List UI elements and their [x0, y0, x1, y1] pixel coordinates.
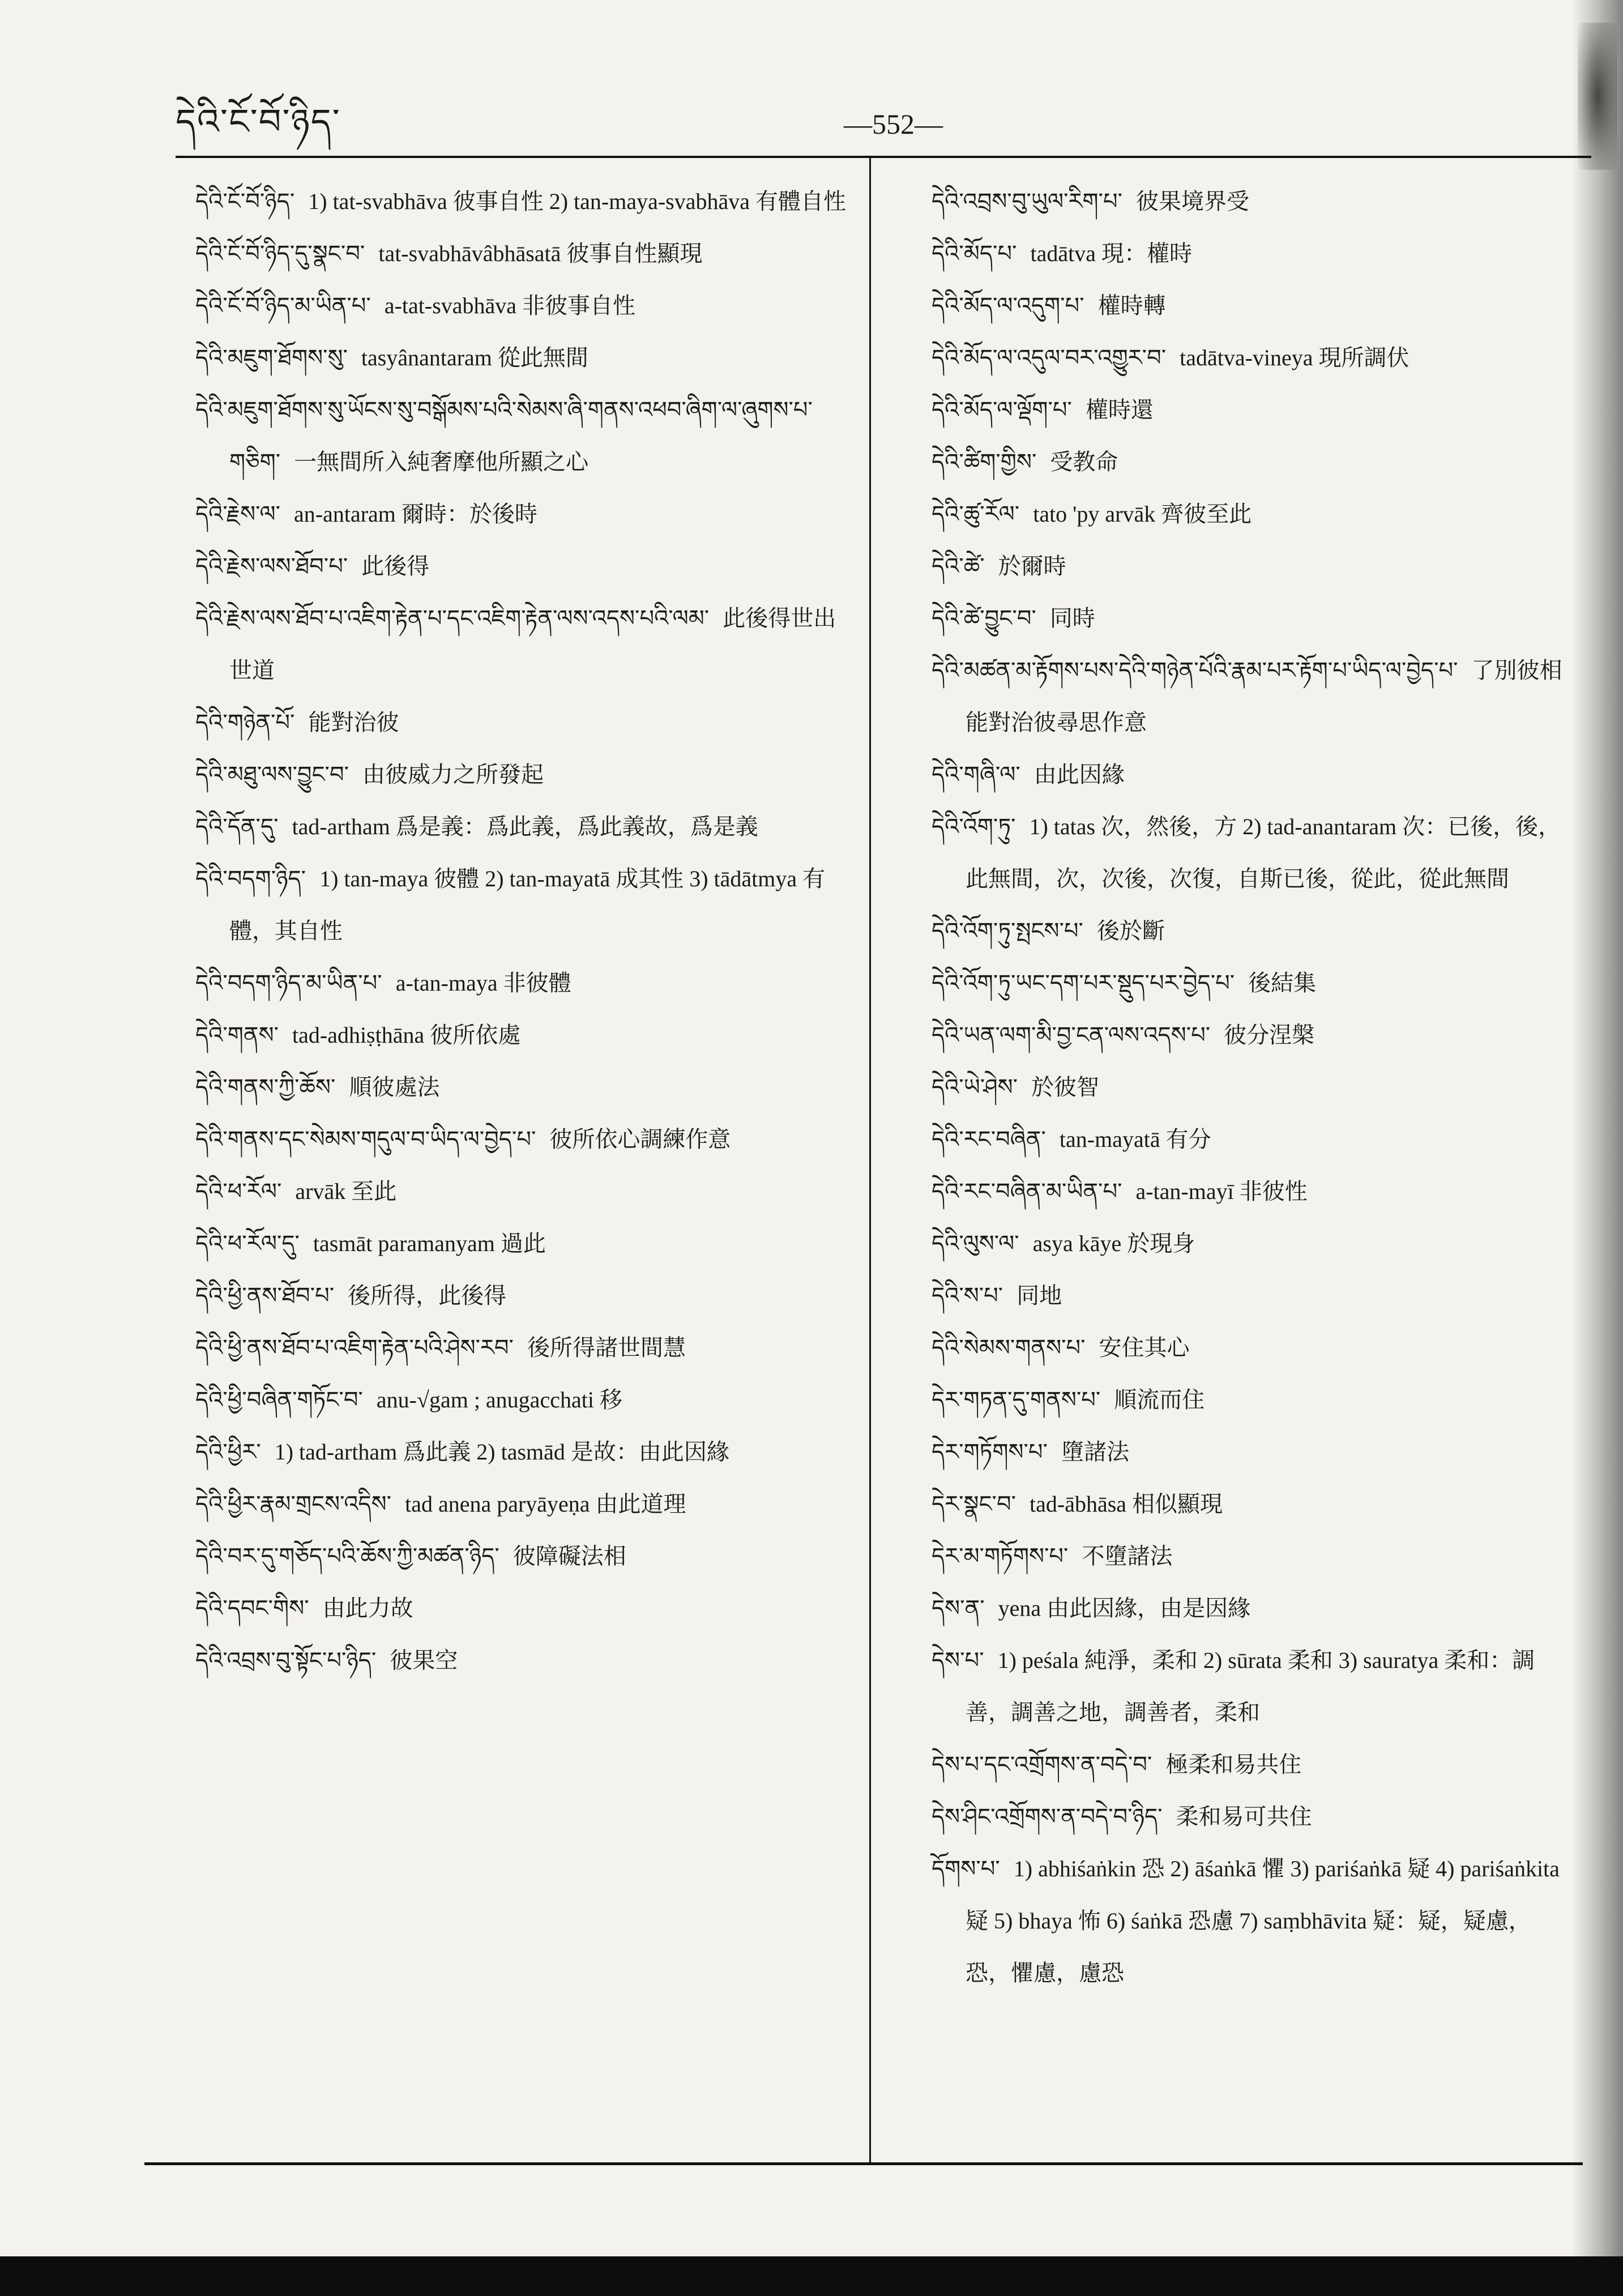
definition: 受教命 — [1050, 449, 1118, 475]
headword: དེའི་ཕྱི་ནས་ཐོབ་པ་ — [195, 1283, 335, 1309]
dictionary-entry — [932, 1374, 1574, 1426]
dictionary-entry — [932, 1530, 1574, 1582]
definition: tasyânantaram 從此無間 — [361, 345, 588, 370]
headword: དེའི་སེམས་གནས་པ་ — [932, 1335, 1086, 1361]
definition: 由此因緣 — [1033, 762, 1125, 787]
definition: 同時 — [1049, 605, 1095, 631]
dictionary-entry — [932, 1843, 1574, 1999]
definition: 順流而住 — [1114, 1387, 1205, 1412]
dictionary-entry — [195, 488, 847, 540]
dictionary-entry — [195, 1113, 847, 1166]
dictionary-entry — [195, 1270, 847, 1322]
definition: 1) peśala 純淨，柔和 2) sūrata 柔和 3) sauratya 柔和：調善，調善之地，調善者，柔和 — [966, 1648, 1535, 1725]
dictionary-entry — [932, 905, 1574, 957]
definition: a-tat-svabhāva 非彼事自性 — [384, 293, 636, 318]
dictionary-entry — [932, 1218, 1574, 1270]
definition: tato 'py arvāk 齊彼至此 — [1033, 501, 1252, 527]
headword: དེའི་གནས་ཀྱི་ཆོས་ — [195, 1074, 336, 1100]
headword: དེའི་བདག་ཉིད་ — [195, 866, 306, 892]
headword: དོགས་པ་ — [932, 1856, 1000, 1882]
headword: དེའི་མོད་ལ་འདུག་པ་ — [932, 293, 1084, 319]
dictionary-entry — [195, 228, 847, 280]
column-divider — [869, 156, 871, 2163]
dictionary-entry — [932, 176, 1574, 228]
headword: དེས་ཤིང་འགྲོགས་ན་བདེ་བ་ཉིད་ — [932, 1804, 1163, 1830]
headword: དེའི་དབང་གིས་ — [195, 1595, 309, 1621]
dictionary-entry — [932, 1634, 1574, 1739]
headword: དེར་གཏན་དུ་གནས་པ་ — [932, 1387, 1101, 1413]
headword: དེས་ན་ — [932, 1595, 985, 1621]
headword: དེའི་འབྲས་བུ་སྟོང་པ་ཉིད་ — [195, 1648, 377, 1674]
definition: 順彼處法 — [349, 1074, 440, 1100]
dictionary-entry — [195, 540, 847, 592]
definition: 極柔和易共住 — [1165, 1752, 1302, 1777]
definition: 安住其心 — [1099, 1335, 1190, 1360]
headword: དེའི་མཇུག་ཐོགས་སུ་ — [195, 345, 348, 371]
definition: yena 由此因緣，由是因緣 — [998, 1595, 1251, 1621]
definition: 由此力故 — [322, 1595, 413, 1621]
scan-shade-right — [1572, 0, 1623, 2296]
dictionary-entry — [195, 592, 847, 697]
definition: 權時轉 — [1097, 293, 1166, 318]
dictionary-entry — [195, 697, 847, 749]
definition: 彼果境界受 — [1136, 189, 1249, 214]
definition: asya kāye 於現身 — [1032, 1231, 1195, 1256]
headword: དེའི་མཚན་མ་རྟོགས་པས་དེའི་གཉེན་པོའི་རྣམ་པར་རྟོག་པ་ཡིད་ལ་བྱེད་པ་ — [932, 658, 1458, 684]
headword: དེའི་ཕ་རོལ་དུ་ — [195, 1231, 300, 1257]
definition: arvāk 至此 — [295, 1179, 397, 1204]
headword: དེའི་ཕ་རོལ་ — [195, 1179, 282, 1205]
dictionary-entry — [932, 1061, 1574, 1113]
dictionary-entry — [932, 1739, 1574, 1791]
definition: tat-svabhāvâbhāsatā 彼事自性顯現 — [378, 241, 703, 266]
dictionary-entry — [195, 280, 847, 332]
dictionary-entry — [195, 1322, 847, 1374]
definition: 後所得，此後得 — [348, 1283, 507, 1308]
definition: tan-mayatā 有分 — [1059, 1126, 1211, 1152]
definition: tadātva-vineya 現所調伏 — [1180, 345, 1410, 370]
definition: 後所得諸世間慧 — [527, 1335, 686, 1360]
headword: དེའི་ངོ་བོ་ཉིད་ — [195, 189, 295, 215]
headword: དེའི་གནས་དང་སེམས་གདུལ་བ་ཡིད་ལ་བྱེད་པ་ — [195, 1126, 536, 1153]
definition: 於爾時 — [998, 553, 1066, 579]
headword: དེའི་འོག་ཏུ་ — [932, 814, 1016, 840]
definition: 於彼智 — [1031, 1074, 1100, 1100]
headword: དེའི་ཚུ་རོལ་ — [932, 501, 1020, 527]
definition: 一無間所入純奢摩他所顯之心 — [294, 449, 589, 475]
headword: དེའི་ས་པ་ — [932, 1283, 1003, 1309]
right-column — [932, 176, 1574, 1999]
top-rule — [176, 156, 1591, 158]
headword: དེའི་མོད་པ་ — [932, 241, 1017, 267]
headword: དེའི་མཇུག་ཐོགས་སུ་ཡོངས་སུ་བསྒོམས་པའི་སེམས་ཞི་གནས་འཕབ་ཞིག་ལ་ཞུགས་པ་གཅིག་ — [195, 397, 813, 475]
headword: དེའི་མོད་ལ་ལྡོག་པ་ — [932, 397, 1072, 423]
headword: དེའི་ལུས་ལ་ — [932, 1231, 1019, 1257]
dictionary-entry — [195, 749, 847, 801]
definition: 1) tatas 次，然後，方 2) tad-anantaram 次：已後，後，此無間，次，次後，次復，自斯已後，從此，從此無間 — [966, 814, 1561, 891]
dictionary-entry — [932, 228, 1574, 280]
dictionary-entry — [195, 1426, 847, 1478]
dictionary-entry — [195, 853, 847, 957]
dictionary-entry — [932, 1791, 1574, 1843]
definition: 彼果空 — [390, 1648, 458, 1673]
headword: དེའི་ཚེ་བྱུང་བ་ — [932, 605, 1036, 631]
headword: དེའི་ཚེ་ — [932, 553, 985, 579]
headword: དེའི་གཉེན་པོ་ — [195, 710, 295, 736]
headword: དེར་སྣང་བ་ — [932, 1491, 1016, 1517]
dictionary-entry — [932, 957, 1574, 1009]
dictionary-entry — [195, 1061, 847, 1113]
headword: དེའི་དོན་དུ་ — [195, 814, 279, 840]
dictionary-entry — [932, 384, 1574, 436]
headword: དེའི་རང་བཞིན་མ་ཡིན་པ་ — [932, 1179, 1122, 1205]
headword: དེའི་མཐུ་ལས་བྱུང་བ་ — [195, 762, 349, 788]
definition: tadātva 現：權時 — [1030, 241, 1192, 266]
definition: an-antaram 爾時：於後時 — [294, 501, 537, 527]
headword: དེའི་འོག་ཏུ་སྤངས་པ་ — [932, 918, 1083, 944]
dictionary-entry — [195, 176, 847, 228]
definition: 此後得世出世道 — [229, 605, 836, 683]
dictionary-entry — [195, 332, 847, 384]
definition: 墮諸法 — [1061, 1439, 1129, 1465]
dictionary-entry — [195, 1582, 847, 1634]
headword: དེའི་བདག་ཉིད་མ་ཡིན་པ་ — [195, 970, 382, 996]
headword: དེའི་ཡེ་ཤེས་ — [932, 1074, 1018, 1100]
dictionary-entry — [932, 332, 1574, 384]
dictionary-entry — [932, 1582, 1574, 1634]
definition: tad-adhiṣṭhāna 彼所依處 — [292, 1022, 521, 1048]
dictionary-entry — [195, 1530, 847, 1582]
headword: དེའི་ཡན་ལག་མི་བྱ་ངན་ལས་འདས་པ་ — [932, 1022, 1211, 1048]
headword: དེའི་ཚིག་གྱིས་ — [932, 449, 1037, 475]
dictionary-entry — [932, 436, 1574, 488]
headword: དེའི་མོད་ལ་འདུལ་བར་འགྱུར་བ་ — [932, 345, 1167, 371]
definition: 能對治彼 — [308, 710, 399, 735]
dictionary-entry — [932, 540, 1574, 592]
dictionary-entry — [932, 1322, 1574, 1374]
definition: 了別彼相能對治彼尋思作意 — [966, 658, 1562, 735]
definition: 此後得 — [361, 553, 430, 579]
definition: 1) tat-svabhāva 彼事自性 2) tan-maya-svabhāva 有體自性 — [308, 189, 846, 214]
headword: དེའི་ཕྱི་བཞིན་གཏོང་བ་ — [195, 1387, 363, 1413]
dictionary-entry — [195, 1634, 847, 1687]
headword: དེའི་རྗེས་ལ་ — [195, 501, 280, 527]
headword: དེར་གཏོགས་པ་ — [932, 1439, 1048, 1465]
definition: tasmāt paramanyam 過此 — [313, 1231, 546, 1256]
headword: དེའི་ཕྱི་ནས་ཐོབ་པ་འཇིག་རྟེན་པའི་ཤེས་རབ་ — [195, 1335, 514, 1361]
dictionary-entry — [932, 1478, 1574, 1530]
dictionary-entry — [932, 1113, 1574, 1166]
definition: tad-ābhāsa 相似顯現 — [1030, 1491, 1223, 1517]
headword: དེའི་ཕྱིར་རྣམ་གྲངས་འདིས་ — [195, 1491, 392, 1517]
definition: 同地 — [1016, 1283, 1062, 1308]
definition: 柔和易可共住 — [1176, 1804, 1312, 1829]
scan-blot — [1578, 23, 1617, 170]
definition: tad anena paryāyeṇa 由此道理 — [405, 1491, 686, 1517]
scan-bottom-band — [0, 2256, 1623, 2296]
headword: དེའི་གནས་ — [195, 1022, 279, 1048]
headword: དེའི་ངོ་བོ་ཉིད་དུ་སྣང་བ་ — [195, 241, 365, 267]
definition: 1) abhiśaṅkin 恐 2) āśaṅkā 懼 3) pariśaṅkā 疑 4) pariśaṅkita 疑 5) bhaya 怖 6) śaṅkā 恐慮 7) saṃbhāvita 疑：疑，疑慮，恐，懼慮，慮恐 — [966, 1856, 1560, 1986]
page-number: —552— — [844, 108, 943, 140]
headword: དེའི་ཕྱིར་ — [195, 1439, 261, 1465]
headword: དེའི་བར་དུ་གཅོད་པའི་ཆོས་ཀྱི་མཚན་ཉིད་ — [195, 1543, 499, 1569]
dictionary-entry — [195, 1009, 847, 1061]
definition: 後於斷 — [1096, 918, 1165, 944]
definition: a-tan-mayī 非彼性 — [1135, 1179, 1308, 1204]
dictionary-entry — [932, 749, 1574, 801]
dictionary-entry — [932, 592, 1574, 645]
dictionary-entry — [932, 645, 1574, 749]
headword: དེའི་གཞི་ལ་ — [932, 762, 1020, 788]
definition: 彼分涅槃 — [1224, 1022, 1315, 1048]
definition: 彼所依心調練作意 — [549, 1126, 731, 1152]
dictionary-entry — [195, 957, 847, 1009]
headword: དེར་མ་གཏོགས་པ་ — [932, 1543, 1069, 1569]
headword: དེས་པ་ — [932, 1648, 984, 1674]
headword: དེའི་རང་བཞིན་ — [932, 1126, 1046, 1153]
left-column — [195, 176, 847, 1687]
dictionary-entry — [195, 1218, 847, 1270]
dictionary-entry — [195, 801, 847, 853]
definition: 1) tad-artham 爲此義 2) tasmād 是故：由此因緣 — [274, 1439, 729, 1465]
dictionary-entry — [195, 1478, 847, 1530]
dictionary-entry — [932, 1270, 1574, 1322]
running-head: དེའི་ངོ་བོ་ཉིད་ — [176, 101, 341, 142]
dictionary-entry — [195, 384, 847, 488]
dictionary-entry — [932, 801, 1574, 905]
definition: 後結集 — [1248, 970, 1317, 996]
headword: དེའི་འབྲས་བུ་ཡུལ་རིག་པ་ — [932, 189, 1122, 215]
dictionary-entry — [932, 1009, 1574, 1061]
headword: དེའི་རྗེས་ལས་ཐོབ་པ་ — [195, 553, 348, 579]
definition: 權時還 — [1085, 397, 1154, 423]
definition: tad-artham 爲是義：爲此義，爲此義故，爲是義 — [292, 814, 758, 839]
headword: དེའི་འོག་ཏུ་ཡང་དག་པར་སྡུད་པར་བྱེད་པ་ — [932, 970, 1235, 996]
dictionary-entry — [932, 280, 1574, 332]
dictionary-entry — [932, 1426, 1574, 1478]
headword: དེའི་རྗེས་ལས་ཐོབ་པ་འཇིག་རྟེན་པ་དང་འཇིག་རྟེན་ལས་འདས་པའི་ལམ་ — [195, 605, 710, 631]
definition: 1) tan-maya 彼體 2) tan-mayatā 成其性 3) tādātmya 有體，其自性 — [229, 866, 826, 944]
dictionary-entry — [195, 1374, 847, 1426]
definition: anu-√gam ; anugacchati 移 — [376, 1387, 622, 1412]
dictionary-entry — [195, 1166, 847, 1218]
bottom-rule — [144, 2162, 1583, 2165]
dictionary-entry — [932, 488, 1574, 540]
dictionary-entry — [932, 1166, 1574, 1218]
headword: དེས་པ་དང་འགྲོགས་ན་བདེ་བ་ — [932, 1752, 1152, 1778]
definition: 彼障礙法相 — [512, 1543, 626, 1569]
definition: 由彼威力之所發起 — [362, 762, 544, 787]
definition: a-tan-maya 非彼體 — [395, 970, 571, 996]
headword: དེའི་ངོ་བོ་ཉིད་མ་ཡིན་པ་ — [195, 293, 371, 319]
definition: 不墮諸法 — [1082, 1543, 1173, 1569]
